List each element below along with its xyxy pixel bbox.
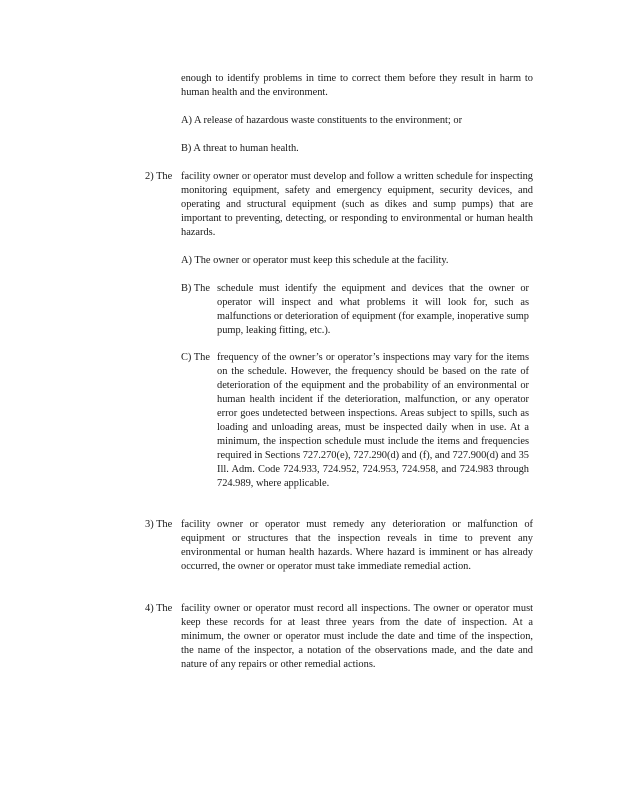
subitem-label: B) The (181, 283, 210, 294)
subitem-label: A) The (181, 255, 211, 266)
item-number: 2) The (145, 171, 173, 182)
item-number: 4) The (145, 603, 173, 614)
subitem-text: owner or operator must keep this schedule at the facility. (213, 255, 449, 266)
option-text: A threat to human health. (193, 143, 299, 154)
intro-option-b (181, 142, 533, 156)
item-2-subitem-c: frequency of the owner’s or operator’s inspections may vary for the items on the schedule. However, the frequency should be based on the rate of deterioration of the equipment and the probability of an environmental or human health incident if the deterioration, malfunction, or any operator error goes undetected between inspections. Areas subject to spills, such as loading and unloading areas, must be inspected daily when in use. At a minimum, the inspection schedule must include the items and frequencies required in Sections 727.270(e), 727.290(d) and (f), and 727.900(d) and 35 Ill. Adm. Code 724.933, 724.952, 724.953, 724.958, and 724.983 through 724.989, where applicable. (217, 352, 529, 489)
item-2-subitem-a (181, 254, 533, 268)
item-2-subitem-b: schedule must identify the equipment and devices that the owner or operator will inspect and what problems it will look for, such as malfunctions or deterioration of equipment (for example, inoperative sump pump, leaking fitting, etc.). (217, 283, 529, 336)
option-text: A release of hazardous waste constituents to the environment; or (194, 115, 463, 126)
item-2-text: facility owner or operator must develop and follow a written schedule for inspecting monitoring equipment, safety and emergency equipment, security devices, and operating and structural equipment (such as dikes and sump pumps) that are important to preventing, detecting, or responding to environmental or human health hazards. (181, 171, 533, 238)
option-label: B) (181, 143, 192, 154)
subitem-label: C) The (181, 352, 210, 363)
intro-paragraph: enough to identify problems in time to correct them before they result in harm to human health and the environment. (181, 73, 533, 98)
item-4-text: facility owner or operator must record all inspections. The owner or operator must keep these records for at least three years from the date of inspection. At a minimum, the owner or operator must include the date and time of the inspection, the name of the inspector, a notation of the observations made, and the date and nature of any repairs or other remedial actions. (181, 603, 533, 670)
item-3-text: facility owner or operator must remedy any deterioration or malfunction of equipment or structures that the inspection reveals in time to prevent any environmental or human health hazards. Where hazard is imminent or has already occurred, the owner or operator must take immediate remedial action. (181, 519, 533, 572)
option-label: A) (181, 115, 192, 126)
intro-option-a (181, 114, 533, 128)
item-number: 3) The (145, 519, 173, 530)
